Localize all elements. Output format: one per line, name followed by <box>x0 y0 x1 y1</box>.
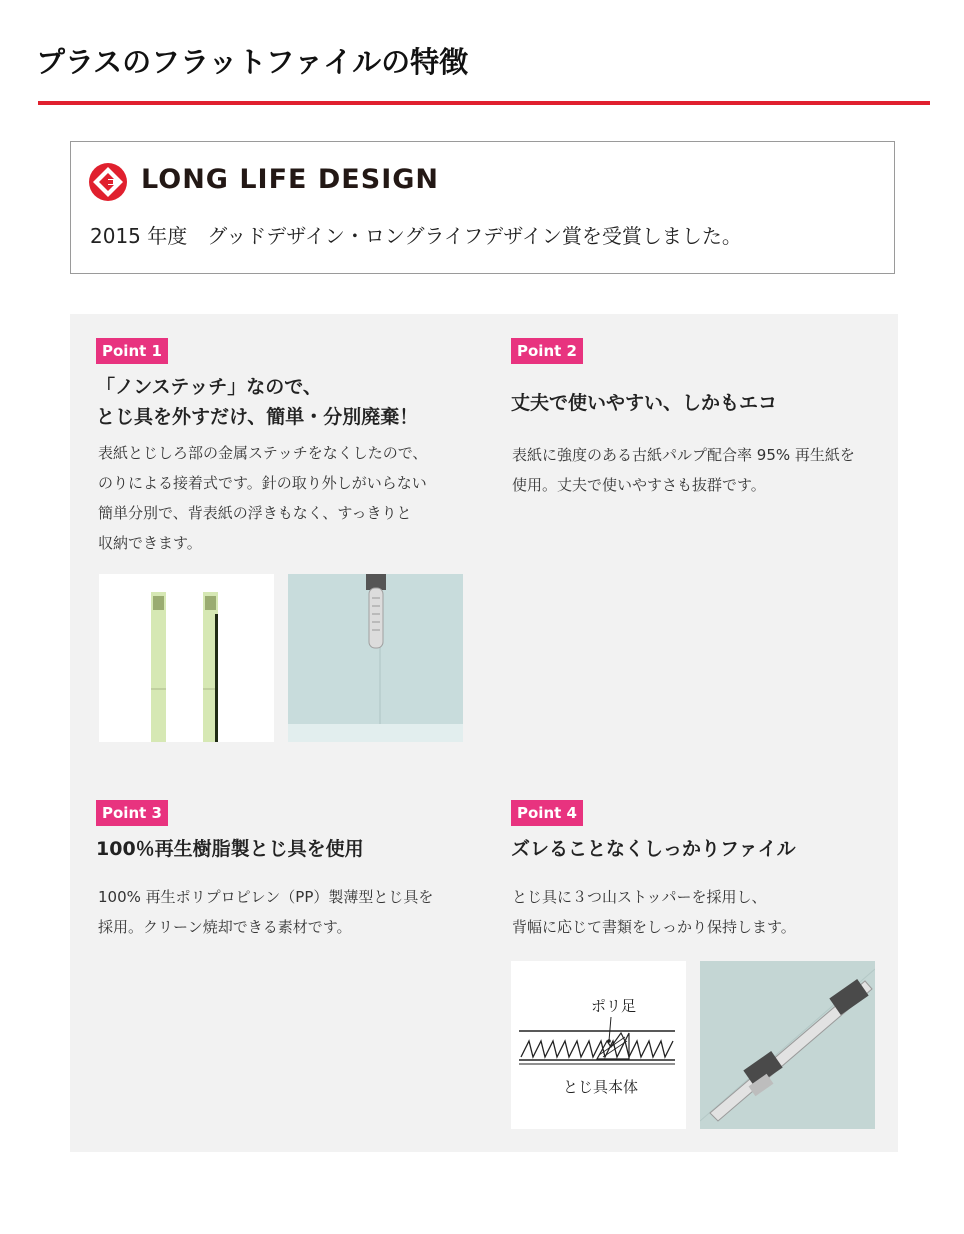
features-panel <box>70 314 898 1152</box>
award-description: 2015 年度 グッドデザイン・ロングライフデザイン賞を受賞しました。 <box>90 224 742 248</box>
point-4 <box>511 800 911 942</box>
point-heading-line1: 「ノンステッチ」なので、 <box>96 376 322 398</box>
fastener-photo <box>288 574 463 742</box>
point-1 <box>96 338 496 558</box>
point-2 <box>511 338 911 500</box>
point-body-line: とじ具に３つ山ストッパーを採用し、 <box>512 888 767 906</box>
point-body-line: 収納できます。 <box>98 534 202 552</box>
point-3 <box>96 800 496 942</box>
stopper-cross-section <box>511 961 686 1129</box>
award-title: LONG LIFE DESIGN <box>141 164 439 195</box>
point-body-line: 表紙に強度のある古紙パルプ配合率 95% 再生紙を <box>512 446 855 464</box>
file-spines-photo <box>99 574 274 742</box>
stopper-diagram <box>511 961 686 1129</box>
point-body-line: のりによる接着式です。針の取り外しがいらない <box>98 474 427 492</box>
diagram-label-bottom: とじ具本体 <box>563 1078 639 1096</box>
point-body-line: 簡単分別で、背表紙の浮きもなく、すっきりと <box>98 504 412 522</box>
point-badge: Point 2 <box>511 338 583 364</box>
diagram-label-top: ポリ足 <box>591 997 637 1015</box>
point-body-line: 表紙とじしろ部の金属ステッチをなくしたので、 <box>98 444 428 462</box>
point-badge: Point 3 <box>96 800 168 826</box>
point-badge: Point 1 <box>96 338 168 364</box>
point-heading-line1: 100％再生樹脂製とじ具を使用 <box>96 838 364 860</box>
point-heading-line1: ズレることなくしっかりファイル <box>511 838 796 860</box>
point-body-line: 背幅に応じて書類をしっかり保持します。 <box>512 918 796 936</box>
g-mark-icon <box>87 161 129 203</box>
point-badge: Point 4 <box>511 800 583 826</box>
stopper-photo <box>700 961 875 1129</box>
point-body-line: 使用。丈夫で使いやすさも抜群です。 <box>512 476 766 494</box>
page-title: プラスのフラットファイルの特徴 <box>36 45 469 79</box>
title-divider <box>38 101 930 105</box>
point-body-line: 100% 再生ポリプロピレン（PP）製薄型とじ具を <box>98 888 434 906</box>
point-body-line: 採用。クリーン焼却できる素材です。 <box>98 918 352 936</box>
point-heading-line2: とじ具を外すだけ、簡単・分別廃棄！ <box>96 406 419 428</box>
award-box <box>70 141 895 274</box>
point-heading-line1: 丈夫で使いやすい、しかもエコ <box>511 392 778 414</box>
